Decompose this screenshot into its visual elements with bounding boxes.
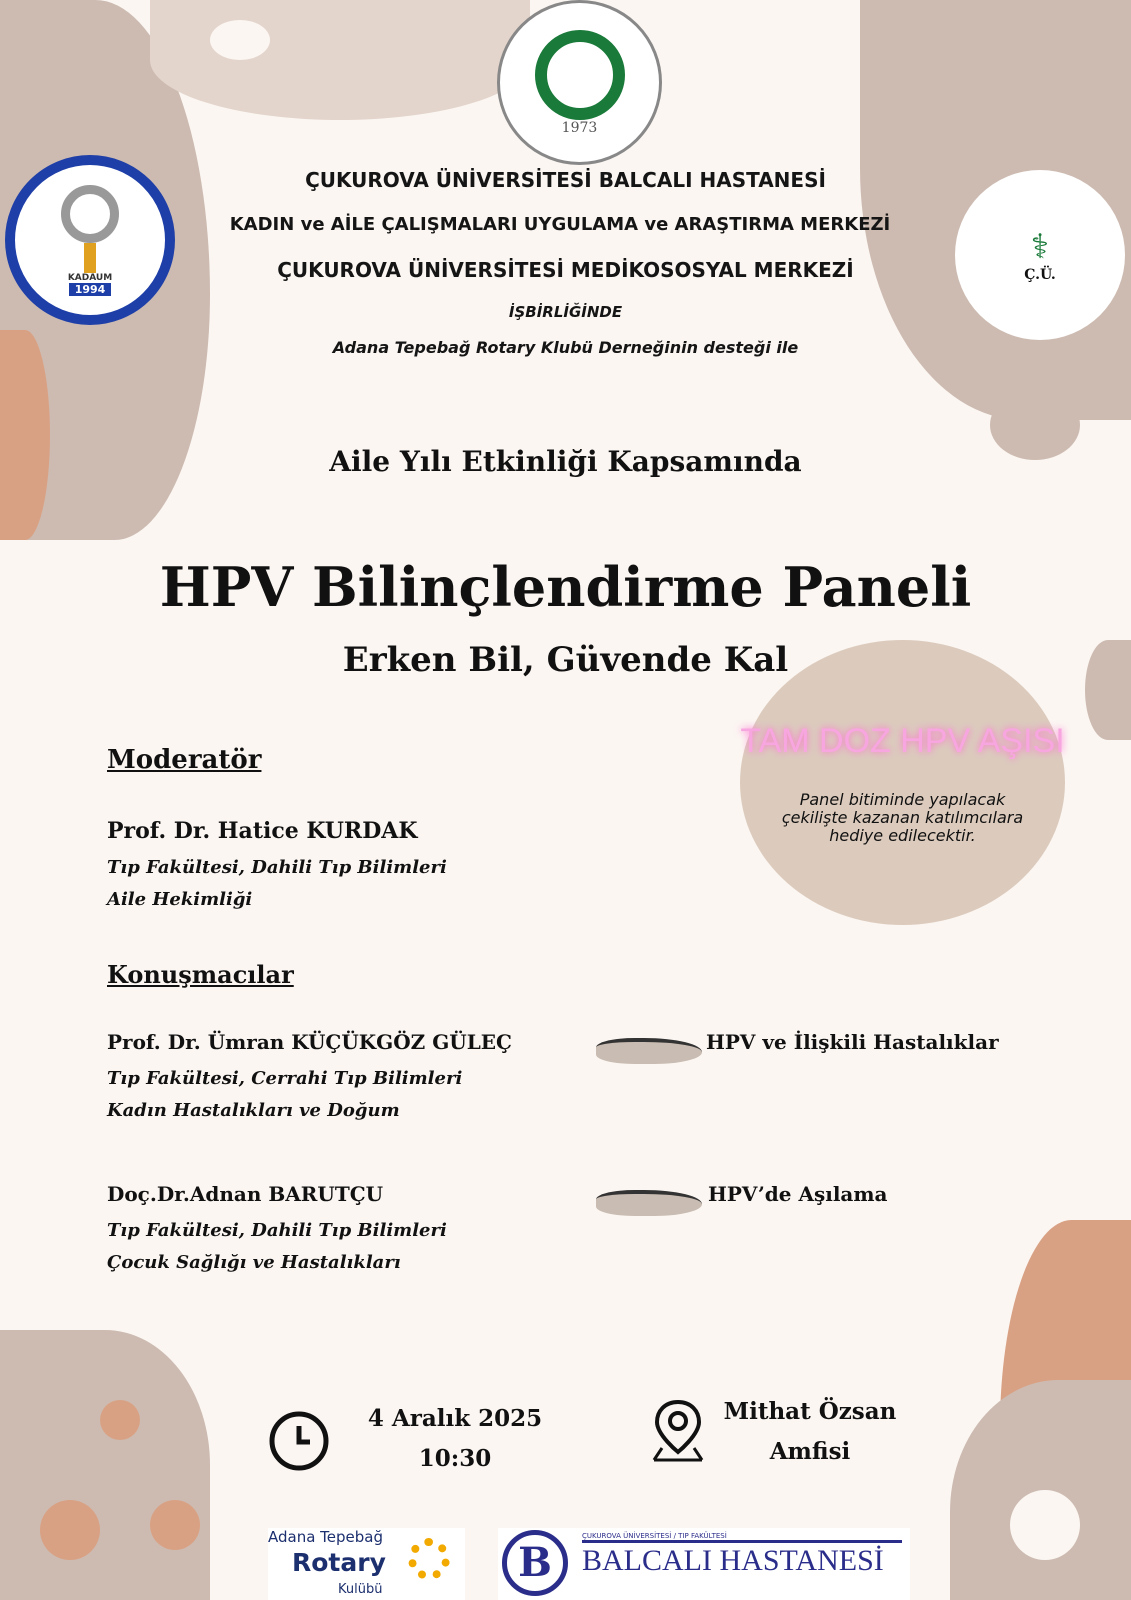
promo-line: çekilişte kazanan katılımcılara xyxy=(781,808,1024,827)
balcali-hospital-logo: B ÇUKUROVA ÜNİVERSİTESİ / TIP FAKÜLTESİ BALCALI HASTANESİ xyxy=(498,1528,910,1600)
venue-line-1: Mithat Özsan xyxy=(723,1398,897,1425)
speaker-topic: HPV ve İlişkili Hastalıklar xyxy=(706,1030,999,1054)
decor-blob xyxy=(40,1500,100,1560)
rotary-wheel-icon xyxy=(408,1538,450,1580)
header-line-2: KADIN ve AİLE ÇALIŞMALARI UYGULAMA ve ARAŞTIRMA MERKEZİ xyxy=(229,214,891,235)
header-line-3: ÇUKUROVA ÜNİVERSİTESİ MEDİKOSOSYAL MERKEZİ xyxy=(277,258,854,282)
event-context: Aile Yılı Etkinliği Kapsamında xyxy=(329,445,802,478)
header-line-1: ÇUKUROVA ÜNİVERSİTESİ BALCALI HASTANESİ xyxy=(305,168,826,192)
cukurova-university-logo: 1973 xyxy=(497,0,662,165)
moderator-dept: Tıp Fakültesi, Dahili Tıp Bilimleri xyxy=(107,857,447,878)
moderator-heading: Moderatör xyxy=(107,745,262,775)
speaker-topic: HPV’de Aşılama xyxy=(708,1182,888,1206)
brush-stroke-icon xyxy=(596,1190,702,1216)
event-title: HPV Bilinçlendirme Paneli xyxy=(159,555,972,619)
speakers-heading: Konuşmacılar xyxy=(107,960,294,989)
rotary-logo: Adana Tepebağ Rotary Kulübü xyxy=(268,1528,465,1600)
event-date: 4 Aralık 2025 xyxy=(367,1405,543,1432)
decor-blob xyxy=(100,1400,140,1440)
promo-line: hediye edilecektir. xyxy=(829,826,976,845)
speaker-specialty: Çocuk Sağlığı ve Hastalıkları xyxy=(107,1252,401,1273)
decor-blob xyxy=(210,20,270,60)
speaker-dept: Tıp Fakültesi, Cerrahi Tıp Bilimleri xyxy=(107,1068,463,1089)
event-subtitle: Erken Bil, Güvende Kal xyxy=(342,640,789,680)
header-line-5: Adana Tepebağ Rotary Klubü Derneğinin desteği ile xyxy=(332,338,799,357)
clock-icon xyxy=(268,1410,330,1472)
moderator-name: Prof. Dr. Hatice KURDAK xyxy=(107,818,418,844)
header-line-4: İŞBİRLİĞİNDE xyxy=(508,303,623,321)
speaker-name: Doç.Dr.Adnan BARUTÇU xyxy=(107,1182,384,1206)
brush-stroke-icon xyxy=(596,1038,702,1064)
speaker-specialty: Kadın Hastalıkları ve Doğum xyxy=(107,1100,400,1121)
event-time: 10:30 xyxy=(418,1445,492,1472)
promo-block xyxy=(740,722,1065,845)
location-pin-icon xyxy=(648,1398,708,1464)
decor-blob xyxy=(150,1500,200,1550)
balcali-b-icon: B xyxy=(502,1530,568,1596)
promo-line: Panel bitiminde yapılacak xyxy=(799,790,1006,809)
speaker-dept: Tıp Fakültesi, Dahili Tıp Bilimleri xyxy=(107,1220,447,1241)
speaker-name: Prof. Dr. Ümran KÜÇÜKGÖZ GÜLEÇ xyxy=(107,1030,512,1054)
venue-line-2: Amfisi xyxy=(769,1438,851,1465)
kadaum-logo: KADAUM 1994 xyxy=(5,155,175,325)
decor-blob xyxy=(0,330,50,540)
promo-headline: TAM DOZ HPV AŞISI xyxy=(740,722,1065,760)
moderator-specialty: Aile Hekimliği xyxy=(107,889,253,910)
decor-blob xyxy=(0,1330,210,1600)
decor-blob xyxy=(1010,1490,1080,1560)
decor-blob xyxy=(150,0,530,120)
medikososyal-logo: ⚕ Ç.Ü. xyxy=(955,170,1125,340)
